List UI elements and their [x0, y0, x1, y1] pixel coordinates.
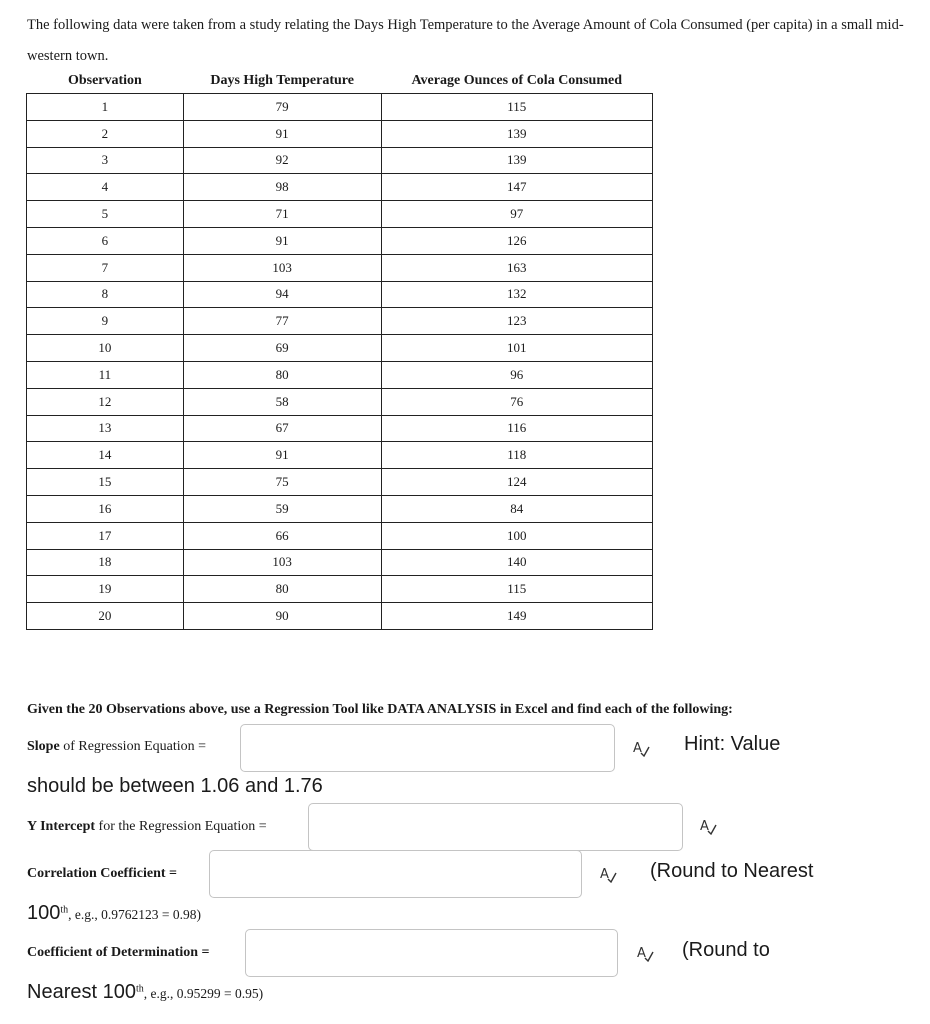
table-row [27, 549, 653, 576]
instruction-text: Given the 20 Observations above, use a Regression Tool like DATA ANALYSIS in Excel and find each of the following: [27, 702, 733, 717]
correlation-hint-number: 100 [27, 902, 61, 924]
correlation-hint-line1: (Round to Nearest [650, 860, 814, 882]
cell-cola: 149 [381, 603, 653, 630]
table-row [27, 174, 653, 201]
cell-cola: 115 [381, 576, 653, 603]
cell-cola: 139 [381, 120, 653, 147]
cell-temperature: 59 [183, 495, 381, 522]
cell-cola: 96 [381, 361, 653, 388]
intercept-label [27, 819, 267, 835]
slope-label-bold: Slope [27, 739, 60, 754]
cell-observation: 8 [27, 281, 184, 308]
cell-temperature: 90 [183, 603, 381, 630]
cell-observation: 6 [27, 227, 184, 254]
determination-label: Coefficient of Determination = [27, 945, 210, 960]
table-row [27, 603, 653, 630]
cell-observation: 13 [27, 415, 184, 442]
cell-observation: 14 [27, 442, 184, 469]
intercept-label-bold: Y Intercept [27, 819, 96, 834]
cell-cola: 115 [381, 94, 653, 121]
cell-cola: 101 [381, 335, 653, 362]
svg-text:A: A [600, 867, 609, 882]
cell-cola: 147 [381, 174, 653, 201]
cell-temperature: 103 [183, 549, 381, 576]
cell-observation: 19 [27, 576, 184, 603]
cell-temperature: 91 [183, 120, 381, 147]
cell-cola: 163 [381, 254, 653, 281]
table-row [27, 469, 653, 496]
col-header-observation: Observation [27, 68, 184, 94]
determination-input[interactable] [245, 929, 618, 977]
table-row [27, 361, 653, 388]
intro-text: The following data were taken from a study relating the Days High Temperature to the Average Amount of Cola Consumed (per capita) in a small mid-western town. [27, 17, 904, 64]
table-row [27, 120, 653, 147]
cell-cola: 123 [381, 308, 653, 335]
data-table [26, 68, 653, 630]
correlation-label: Correlation Coefficient = [27, 866, 178, 881]
cell-temperature: 79 [183, 94, 381, 121]
table-row [27, 227, 653, 254]
slope-hint-line2: should be between 1.06 and 1.76 [27, 775, 323, 797]
cell-observation: 3 [27, 147, 184, 174]
slope-label-rest: of Regression Equation = [59, 739, 207, 754]
cell-temperature: 67 [183, 415, 381, 442]
determination-hint-example: , e.g., 0.95299 = 0.95) [143, 986, 264, 1001]
table-row [27, 335, 653, 362]
cell-temperature: 98 [183, 174, 381, 201]
slope-hint-line1: Hint: Value [684, 733, 781, 755]
cell-observation: 16 [27, 495, 184, 522]
table-row [27, 147, 653, 174]
cell-temperature: 75 [183, 469, 381, 496]
cell-cola: 139 [381, 147, 653, 174]
determination-hint-line2 [27, 981, 263, 1004]
correlation-input[interactable] [209, 850, 582, 898]
cell-observation: 2 [27, 120, 184, 147]
cell-temperature: 80 [183, 361, 381, 388]
table-row [27, 576, 653, 603]
cell-cola: 84 [381, 495, 653, 522]
slope-input[interactable] [240, 724, 615, 772]
cell-observation: 17 [27, 522, 184, 549]
cell-cola: 116 [381, 415, 653, 442]
table-row [27, 415, 653, 442]
cell-cola: 100 [381, 522, 653, 549]
cell-observation: 20 [27, 603, 184, 630]
table-row [27, 94, 653, 121]
table-row [27, 388, 653, 415]
cell-observation: 12 [27, 388, 184, 415]
determination-hint-number: Nearest 100 [27, 981, 136, 1003]
table-row [27, 254, 653, 281]
cell-temperature: 77 [183, 308, 381, 335]
cell-temperature: 103 [183, 254, 381, 281]
correlation-hint-sup: th [60, 904, 69, 916]
svg-text:A: A [700, 819, 709, 834]
cell-observation: 5 [27, 201, 184, 228]
intercept-input[interactable] [308, 803, 683, 851]
table-row [27, 201, 653, 228]
cell-observation: 1 [27, 94, 184, 121]
cell-temperature: 91 [183, 227, 381, 254]
correlation-hint-line2 [27, 902, 201, 925]
cell-temperature: 71 [183, 201, 381, 228]
intercept-label-rest: for the Regression Equation = [95, 819, 267, 834]
table-row [27, 281, 653, 308]
cell-cola: 124 [381, 469, 653, 496]
cell-temperature: 58 [183, 388, 381, 415]
determination-hint-sup: th [135, 983, 144, 995]
cell-cola: 132 [381, 281, 653, 308]
slope-label [27, 739, 206, 755]
col-header-cola: Average Ounces of Cola Consumed [381, 68, 653, 94]
cell-temperature: 69 [183, 335, 381, 362]
cell-cola: 140 [381, 549, 653, 576]
cell-cola: 76 [381, 388, 653, 415]
cell-cola: 126 [381, 227, 653, 254]
cell-observation: 15 [27, 469, 184, 496]
table-row [27, 522, 653, 549]
cell-cola: 118 [381, 442, 653, 469]
correlation-hint-example: , e.g., 0.9762123 = 0.98) [68, 907, 202, 922]
svg-text:A: A [633, 741, 642, 756]
cell-observation: 7 [27, 254, 184, 281]
determination-hint-line1: (Round to [682, 939, 770, 961]
cell-temperature: 91 [183, 442, 381, 469]
svg-text:A: A [637, 946, 646, 961]
spellcheck-icon[interactable] [699, 817, 717, 835]
table-header-row [27, 68, 653, 94]
spellcheck-icon[interactable] [599, 865, 617, 883]
cell-observation: 18 [27, 549, 184, 576]
cell-observation: 9 [27, 308, 184, 335]
cell-observation: 11 [27, 361, 184, 388]
cell-observation: 4 [27, 174, 184, 201]
table-row [27, 308, 653, 335]
spellcheck-icon[interactable] [632, 739, 650, 757]
table-row [27, 495, 653, 522]
cell-cola: 97 [381, 201, 653, 228]
cell-temperature: 80 [183, 576, 381, 603]
cell-temperature: 66 [183, 522, 381, 549]
col-header-temperature: Days High Temperature [183, 68, 381, 94]
cell-temperature: 94 [183, 281, 381, 308]
spellcheck-icon[interactable] [636, 944, 654, 962]
table-row [27, 442, 653, 469]
cell-temperature: 92 [183, 147, 381, 174]
cell-observation: 10 [27, 335, 184, 362]
